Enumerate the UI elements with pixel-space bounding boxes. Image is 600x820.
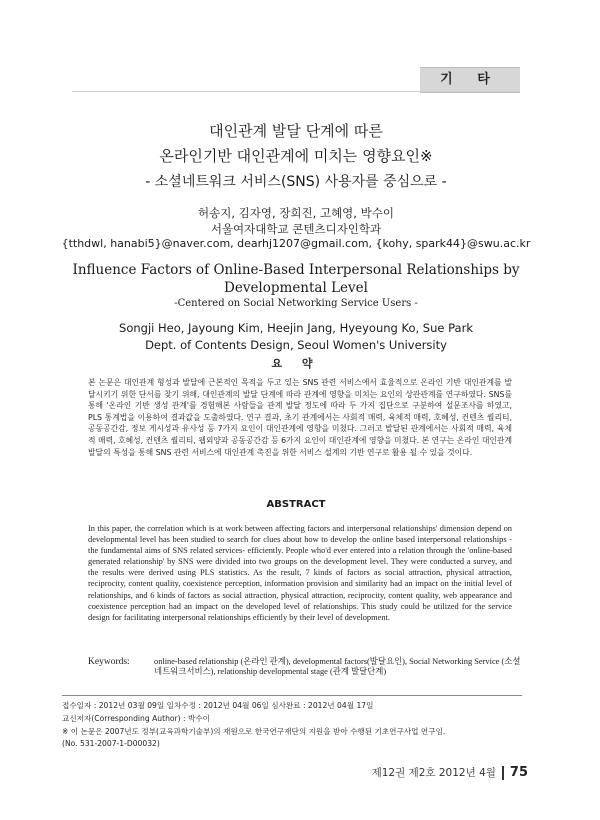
keywords-text: online-based relationship (온라인 관계), developmental factors(발달요인), Social Networking Service (소셜네트워크서비스), relationship developmental stage (관계 발달단계) (154, 657, 521, 677)
authors-kr: 허송지, 김자영, 장희진, 고혜영, 박수이 (198, 206, 394, 220)
keywords-label: Keywords: (88, 657, 130, 667)
footnote-funding: ※ 이 논문은 2007년도 정부(교육과학기술부)의 재원으로 한국연구재단의 지원을 받아 수행된 기초연구사업 연구임. (62, 727, 446, 736)
page-footer (372, 765, 528, 780)
abstract-en-heading: ABSTRACT (266, 499, 326, 510)
page-number: 75 (509, 765, 528, 780)
affiliation-kr: 서울여자대학교 콘텐츠디자인학과 (210, 222, 382, 236)
title-en-line1: Influence Factors of Online-Based Interpersonal Relationships by (72, 262, 520, 278)
abstract-en-body: In this paper, the correlation which is at work between affecting factors and interpersonal relationships' dimension depend on developmental level has been studied to search for clues about how to develop the online based interpersonal relationships -the fundamental aims of SNS related services- efficiently. People who'd ever entered into a relation through the 'online-based generated relationship' by SNS were divided into two groups on the development level. They were conducted a survey, and the results were derived using PLS statistics. As the result, 7 kinds of factors as social attraction, physical attraction, reciprocity, content quality, coexistence perception, information provision and similarity had an impact on the initial level of relationships, and 6 kinds of factors as social attraction, physical attraction, reciprocity, content quality, web appearance and coexistence perception had an impact on the developed level of relationships. This study could be utilized for the service design for facilitating interpersonal relationships efficiently by their level of development. (88, 524, 512, 622)
header-divider (72, 91, 520, 92)
journal-volume: 제12권 제2호 2012년 4월 (371, 767, 496, 779)
title-kr-subtitle: - 소셜네트워크 서비스(SNS) 사용자를 중심으로 - (145, 174, 447, 190)
abstract-kr-body: 본 논문은 대인관계 형성과 발달에 근본적인 목적을 두고 있는 SNS 관련 서비스에서 효율적으로 온라인 기반 대인관계를 발달시키기 위한 단서를 찾기 위해, 대인관계의 발달 단계에 따라 관계에 영향을 미치는 요인의 상관관계를 연구하였다. SNS를 통해 '온라인 기반 생성 관계'를 경험해본 사람들을 관계 발달 정도에 따라 두 가지 집단으로 구분하여 설문조사를 하였고, PLS 통계법을 이용하여 결과값을 도출하였다. 연구 결과, 초기 관계에서는 사회적 매력, 육체적 매력, 호혜성, 컨텐츠 퀄리티, 공동공간감, 정보 게시성과 유사성 등 7가지 요인이 대인관계에 영향을 미쳤다. 그러고 발달된 관계에서는 사회적 매력, 육체적 매력, 호혜성, 컨텐츠 퀄리티, 웹외양과 공동공간감 등 6가지 요인이 대인관계에 영향을 미쳤다. 본 연구는 온라인 대인관계 발달의 특성을 통해 SNS 관련 서비스에 대인관계 촉진을 위한 서비스 설계의 기반 연구로 활용 될 수 있을 것이다. (88, 378, 512, 457)
footnote-divider (62, 695, 522, 696)
abstract-kr-heading: 요 약 (271, 357, 321, 370)
footer-separator (502, 766, 504, 780)
author-emails: {tthdwl, hanabi5}@naver.com, dearhj1207@gmail.com, {kohy, spark44}@swu.ac.kr (61, 237, 531, 250)
title-en-subtitle: -Centered on Social Networking Service Users - (174, 298, 418, 309)
footnote-dates: 접수일자 : 2012년 03월 09일 일차수정 : 2012년 04월 06일 심사완료 : 2012년 04월 17일 (62, 701, 374, 710)
title-en-line2: Developmental Level (224, 280, 368, 296)
authors-en: Songji Heo, Jayoung Kim, Heejin Jang, Hyeyoung Ko, Sue Park (119, 321, 473, 335)
footnote-corresponding-author: 교신저자(Corresponding Author) : 박수이 (62, 714, 211, 723)
title-kr-line1: 대인관계 발달 단계에 따른 (209, 122, 383, 140)
section-tag: 기 타 (420, 67, 520, 93)
title-kr-line2: 온라인기반 대인관계에 미치는 영향요인※ (159, 147, 433, 165)
affiliation-en: Dept. of Contents Design, Seoul Women's University (145, 338, 447, 352)
footnote-grant-number: (No. 531-2007-1-D00032) (62, 739, 160, 748)
